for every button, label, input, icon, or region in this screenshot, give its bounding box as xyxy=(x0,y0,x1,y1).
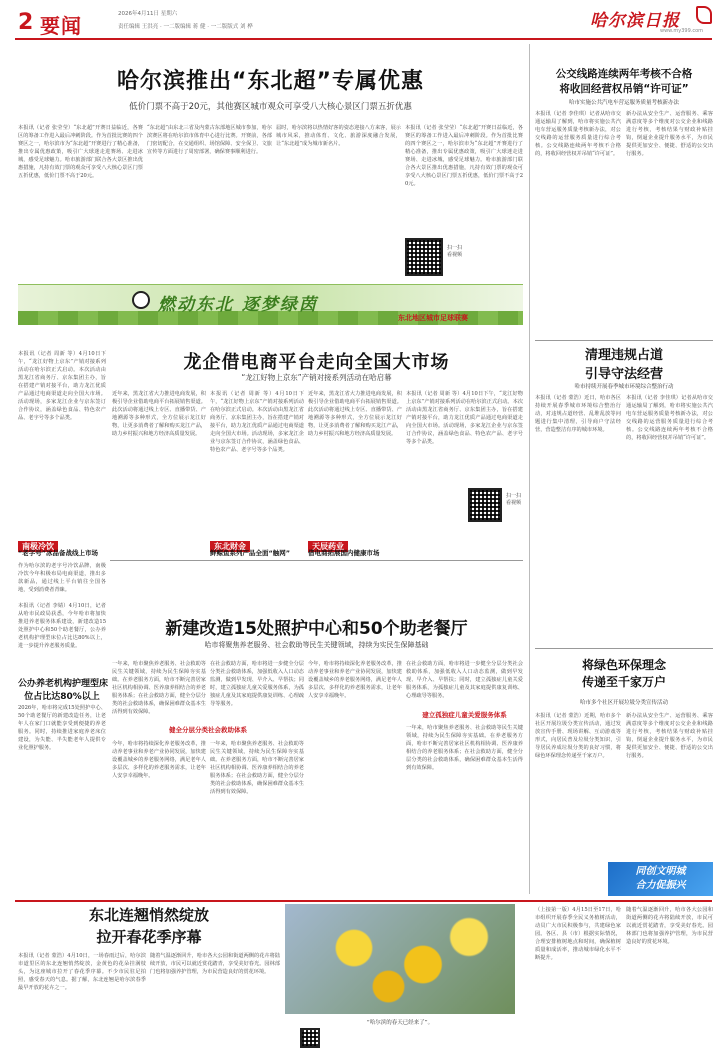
midhead-a: 健全分层分类社会救助体系 xyxy=(169,726,247,734)
story4-body-col1: 本报讯（记者 蒙浩）4月10日，一场春雨过后，哈尔滨市道里区的东北连翘悄然绽放，金黄色的花朵挂满枝头，为这座城市拉开了春花季序幕。不少市民驻足拍照，感受春天的气息。据了解，东北连翘是哈尔滨春季最早开放的花卉之一。 xyxy=(18,953,146,991)
story3-body-col1: 一年来，哈市聚焦养老服务、社会救助等民生关键领域，持续为民生保障夯实基础。在养老服务方面，哈市不断完善居家社区机构相协调、医养康养相结合的养老服务体系；在社会救助方面，健全分层分类的社会救助体系，确保困难群众基本生活得到有效保障。 xyxy=(112,661,206,715)
section-name: 要闻 xyxy=(40,14,82,38)
banner1-title: 燃动东北 逐梦绿茵 xyxy=(158,295,318,315)
right-col-divider xyxy=(529,44,530,894)
website: www.my399.com xyxy=(660,28,704,34)
lead-body-col4: 本报讯（记者 张莹莹）“东北超”开赛日益临近，各赛区的筹备工作进入最后冲刺阶段。作为首批比赛的四个赛区之一，哈尔滨市为“东北超”开赛进行了精心准备，推出专属优惠政策，吸引广大球迷走进赛场、走进冰城，感受足球魅力。哈市旅游部门联合各大景区推出优惠措施，凡持有效门票的观众可享受八大核心景区门票五折优惠，低价门票不高于20元。 xyxy=(405,125,523,187)
date-line: 2026年4月11日 星期六 xyxy=(118,11,178,17)
story3-body-col6: 在社会救助方面，哈市将进一步健全分层分类社会救助体系，加强低收入人口动态监测，做到早发现、早介入、早帮扶；同时，建立孤独症儿童关爱服务体系，为孤独症儿童及其家庭提供康复训练、心理疏导等服务。 xyxy=(406,661,523,699)
lead-body-col3: 届时，哈尔滨将以热情好客的姿态迎接八方来客，展示城市风采，推动体育、文化、旅游深度融合发展，让“东北超”成为城市新名片。 xyxy=(276,125,401,147)
story2-body-col5: 本报讯（记者 周新 等）4月10日下午，“龙江好物上京东”产销对接系列活动在哈尔滨正式启动。本次活动由黑龙江省商务厅、京东集团主办，旨在搭建产销对接平台，助力龙江优质产品通过电商渠道走向全国大市场。活动现场，多家龙江企业与京东签订合作协议，涵盖绿色食品、特色农产品、老字号等多个品类。 xyxy=(406,391,523,445)
story3-body-col4: 一年来，哈市聚焦养老服务、社会救助等民生关键领域，持续为民生保障夯实基础。在养老服务方面，哈市不断完善居家社区机构相协调、医养康养相结合的养老服务体系；在社会救助方面，健全分层分类的社会救助体系，确保困难群众基本生活得到有效保障。 xyxy=(210,741,304,795)
right-divider-1 xyxy=(535,340,713,341)
story4-body-col2: 随着气温逐渐回升，哈市各大公园和街道两侧的花卉将陆续开放，市民可以就近赏花踏青，享受美好春光。园林部门也将加强养护管理，为市民营造良好的赏花环境。 xyxy=(150,953,280,975)
header-divider xyxy=(15,38,712,40)
qr-code-3 xyxy=(300,1028,320,1048)
north-item-title: 鲜鲸鱼系列产品全面“触网” xyxy=(210,549,291,557)
editor-line: 责任编辑 王洪亮 · 一二版编辑 蒋 健 · 一二版版式 刘 桦 xyxy=(118,24,253,30)
tag-north-label: 东北财金 xyxy=(210,541,250,552)
bottom-right-body-1: （上接第一版）4月15日至17日，哈市组织开展春季全民义务植树活动，动员广大市民积极参与，共建绿色家园。各区、县（市）根据实际情况，合理安排植树地点和时间，确保植树质量和成活率，推动城市绿化水平不断提升。 xyxy=(535,907,621,961)
lead-headline: 哈尔滨推出“东北超”专属优惠 xyxy=(117,69,424,94)
tianchen-item-title: 借电商拓展国内健康市场 xyxy=(308,549,380,557)
right-mid-headline: 清理违规占道 引导守法经营 xyxy=(584,348,663,382)
right-mid-subtitle: 哈市持续开展春季城市环境综合整治行动 xyxy=(574,384,674,390)
lead-subtitle: 低价门票不高于20元，其他赛区城市观众可享受八大核心景区门票五折优惠 xyxy=(129,102,412,112)
story3-headline: 新建改造15处照护中心和50个助老餐厅 xyxy=(165,619,468,639)
right-top-headline: 公交线路连续两年考核不合格 将收回经营权吊销“许可证” xyxy=(555,68,693,95)
story2-body-col4: 近年来，黑龙江省大力推进电商发展，积极引导企业借助电商平台拓展销售渠道。此次活动将通过线上专区、直播带货、产地溯源等多种形式，全方位展示龙江好物，让更多消费者了解和购买龙江产品，助力乡村振兴和地方经济高质量发展。 xyxy=(308,391,402,437)
right-divider-2 xyxy=(535,648,713,649)
left-story-title: 公办养老机构护理型床 位占比达80%以上 xyxy=(18,679,109,702)
lead-body-col2: “东北超”由东北三省及内蒙古东部地区城市参加，哈尔滨赛区将在哈尔滨市体育中心进行比赛。开赛前，各部门密切配合，在交通组织、场馆保障、安全保卫、文旅宣传等方面进行了周密部署，确保赛事顺利进行。 xyxy=(147,125,272,155)
banner2-title: 同创文明城 合力促振兴 xyxy=(635,866,686,891)
right-body-4: 本报讯（记者 蒙浩）近期，哈市多个社区开展垃圾分类宣传活动，通过发放宣传手册、现场讲解、互动游戏等形式，向居民普及垃圾分类知识，引导居民养成垃圾分类的良好习惯，将绿色环保理念传递至千家万户。 xyxy=(535,713,621,759)
tag-nanji-label: 南极冷饮 xyxy=(18,541,58,552)
story3-body-col7: 一年来，哈市聚焦养老服务、社会救助等民生关键领域，持续为民生保障夯实基础。在养老服务方面，哈市不断完善居家社区机构相协调、医养康养相结合的养老服务体系；在社会救助方面，健全分层分类的社会救助体系，确保困难群众基本生活得到有效保障。 xyxy=(406,725,523,771)
story3-body-col3: 在社会救助方面，哈市将进一步健全分层分类社会救助体系，加强低收入人口动态监测，做到早发现、早介入、早帮扶；同时，建立孤独症儿童关爱服务体系，为孤独症儿童及其家庭提供康复训练、心理疏导等服务。 xyxy=(210,661,304,707)
left-body-2: 本报讯（记者 李婧）4月10日，记者从哈市民政局获悉，今年哈市将加快推进养老服务体系建设，新建改造15处照护中心和50个助老餐厅，公办养老机构护理型床位占比达80%以上，进一步提升养老服务质量。 xyxy=(18,603,106,649)
left-body-3: 2026年，哈市将完成15处照护中心、50个助老餐厅的新建改造任务，让老年人在家门口就能享受到便捷的养老服务。同时，持续推进家庭养老床位建设，为失能、半失能老年人提供专业化照护服务。 xyxy=(18,705,106,751)
story2-body-col1: 本报讯（记者 周新 等）4月10日下午，“龙江好物上京东”产销对接系列活动在哈尔滨正式启动。本次活动由黑龙江省商务厅、京东集团主办，旨在搭建产销对接平台，助力龙江优质产品通过电商渠道走向全国大市场。活动现场，多家龙江企业与京东签订合作协议，涵盖绿色食品、特色农产品、老字号等多个品类。 xyxy=(18,351,106,421)
qr-caption-1: 扫一扫 看视频 xyxy=(447,245,463,258)
story2-headline: 龙企借电商平台走向全国大市场 xyxy=(183,352,450,373)
story3-body-col5: 今年，哈市将持续深化养老服务改革，推动养老事业和养老产业协同发展，加快建设覆盖城乡的养老服务网络，满足老年人多层次、多样化的养老服务需求，让老年人安享幸福晚年。 xyxy=(308,661,402,699)
banner1-sub: 东北地区城市足球联赛 xyxy=(398,314,468,322)
story2-body-col3: 本报讯（记者 周新 等）4月10日下午，“龙江好物上京东”产销对接系列活动在哈尔滨正式启动。本次活动由黑龙江省商务厅、京东集团主办，旨在搭建产销对接平台，助力龙江优质产品通过电商渠道走向全国大市场。活动现场，多家龙江企业与京东签订合作协议，涵盖绿色食品、特色农产品、老字号等多个品类。 xyxy=(210,391,304,453)
right-body-3: 本报讯（记者 蒙浩）近日，哈市各区持续开展春季城市环境综合整治行动，对违规占道经营、乱堆乱放等问题进行集中清理，引导商户守法经营，营造整洁有序的城市环境。 xyxy=(535,395,621,433)
right-top-subtitle: 哈市实施公共汽电车营运服务质量考核新办法 xyxy=(568,100,679,106)
right-body-3b: 本报讯（记者 李佳琪）记者从哈市交通运输局了解到，哈市将实施公共汽电车营运服务质量考核新办法，对公交线路的运营服务质量进行综合考核。公交线路连续两年考核不合格的，将收回经营权并吊销“许可证”。 xyxy=(626,395,713,441)
right-low-headline: 将绿色环保理念 传递至千家万户 xyxy=(581,658,666,689)
masthead: 哈尔滨日报 xyxy=(590,11,680,31)
right-body-1: 本报讯（记者 李佳琪）记者从哈市交通运输局了解到，哈市将实施公共汽电车营运服务质量考核新办法，对公交线路的运营服务质量进行综合考核。公交线路连续两年考核不合格的，将收回经营权并吊销“许可证”。 xyxy=(535,111,621,157)
lead-body-col1: 本报讯（记者 张莹莹）“东北超”开赛日益临近，各赛区的筹备工作进入最后冲刺阶段。作为首批比赛的四个赛区之一，哈尔滨市为“东北超”开赛进行了精心准备，推出专属优惠政策，吸引广大球迷走进赛场、走进冰城，感受足球魅力。哈市旅游部门联合各大景区推出优惠措施，凡持有效门票的观众可享受八大核心景区门票五折优惠，低价门票不高于20元。 xyxy=(18,125,143,179)
qr-code-2 xyxy=(468,488,502,522)
story3-body-col2: 今年，哈市将持续深化养老服务改革，推动养老事业和养老产业协同发展，加快建设覆盖城乡的养老服务网络，满足老年人多层次、多样化的养老服务需求，让老年人安享幸福晚年。 xyxy=(112,741,206,779)
page-number: 2 xyxy=(18,10,34,35)
right-low-subtitle: 哈市多个社区开展垃圾分类宣传活动 xyxy=(579,700,668,706)
right-body-2: 新办法从安全生产、运营服务、乘客满意度等多个维度对公交企业和线路进行考核，考核结果与财政补贴挂钩，倒逼企业提升服务水平，为市民提供更加安全、便捷、舒适的公交出行服务。 xyxy=(626,111,713,157)
left-body-1: 作为哈尔滨的老字号冷饮品牌，南极冷饮今年积极布局电商渠道，推出多款新品，通过线上平台销往全国各地，受到消费者青睐。 xyxy=(18,563,106,593)
football-banner xyxy=(18,284,523,324)
tag-tianchen-label: 天辰药业 xyxy=(308,541,348,552)
story2-subtitle: “龙江好物上京东”产销对接系列活动在哈启幕 xyxy=(241,373,392,382)
right-body-4b: 新办法从安全生产、运营服务、乘客满意度等多个维度对公交企业和线路进行考核，考核结果与财政补贴挂钩，倒逼企业提升服务水平，为市民提供更加安全、便捷、舒适的公交出行服务。 xyxy=(626,713,713,759)
story3-top-rule xyxy=(110,560,523,561)
midhead-b: 建立孤独症儿童关爱服务体系 xyxy=(422,711,507,719)
story4-photo-caption: “哈尔滨的春天已经来了”。 xyxy=(366,1020,434,1026)
bottom-right-body-2: 随着气温逐渐回升，哈市各大公园和街道两侧的花卉将陆续开放，市民可以就近赏花踏青，享受美好春光。园林部门也将加强养护管理，为市民营造良好的赏花环境。 xyxy=(626,907,713,945)
football-icon xyxy=(132,291,150,309)
story2-body-col2: 近年来，黑龙江省大力推进电商发展，积极引导企业借助电商平台拓展销售渠道。此次活动将通过线上专区、直播带货、产地溯源等多种形式，全方位展示龙江好物，让更多消费者了解和购买龙江产品，助力乡村振兴和地方经济高质量发展。 xyxy=(112,391,206,437)
nanji-item-title: “老字号”冰品备战线上市场 xyxy=(18,549,99,557)
qr-code-1 xyxy=(405,238,443,276)
story4-headline: 东北连翘悄然绽放 拉开春花季序幕 xyxy=(88,906,209,946)
qr-caption-2: 扫一扫 看视频 xyxy=(506,493,522,506)
civilization-banner xyxy=(608,862,713,896)
masthead-logo-icon xyxy=(696,6,712,24)
forsythia-photo xyxy=(285,904,515,1014)
bottom-divider xyxy=(15,900,712,902)
story3-subtitle: 哈市将聚焦养老服务、社会救助等民生关键领域，持续为实民生保障基础 xyxy=(204,641,429,649)
